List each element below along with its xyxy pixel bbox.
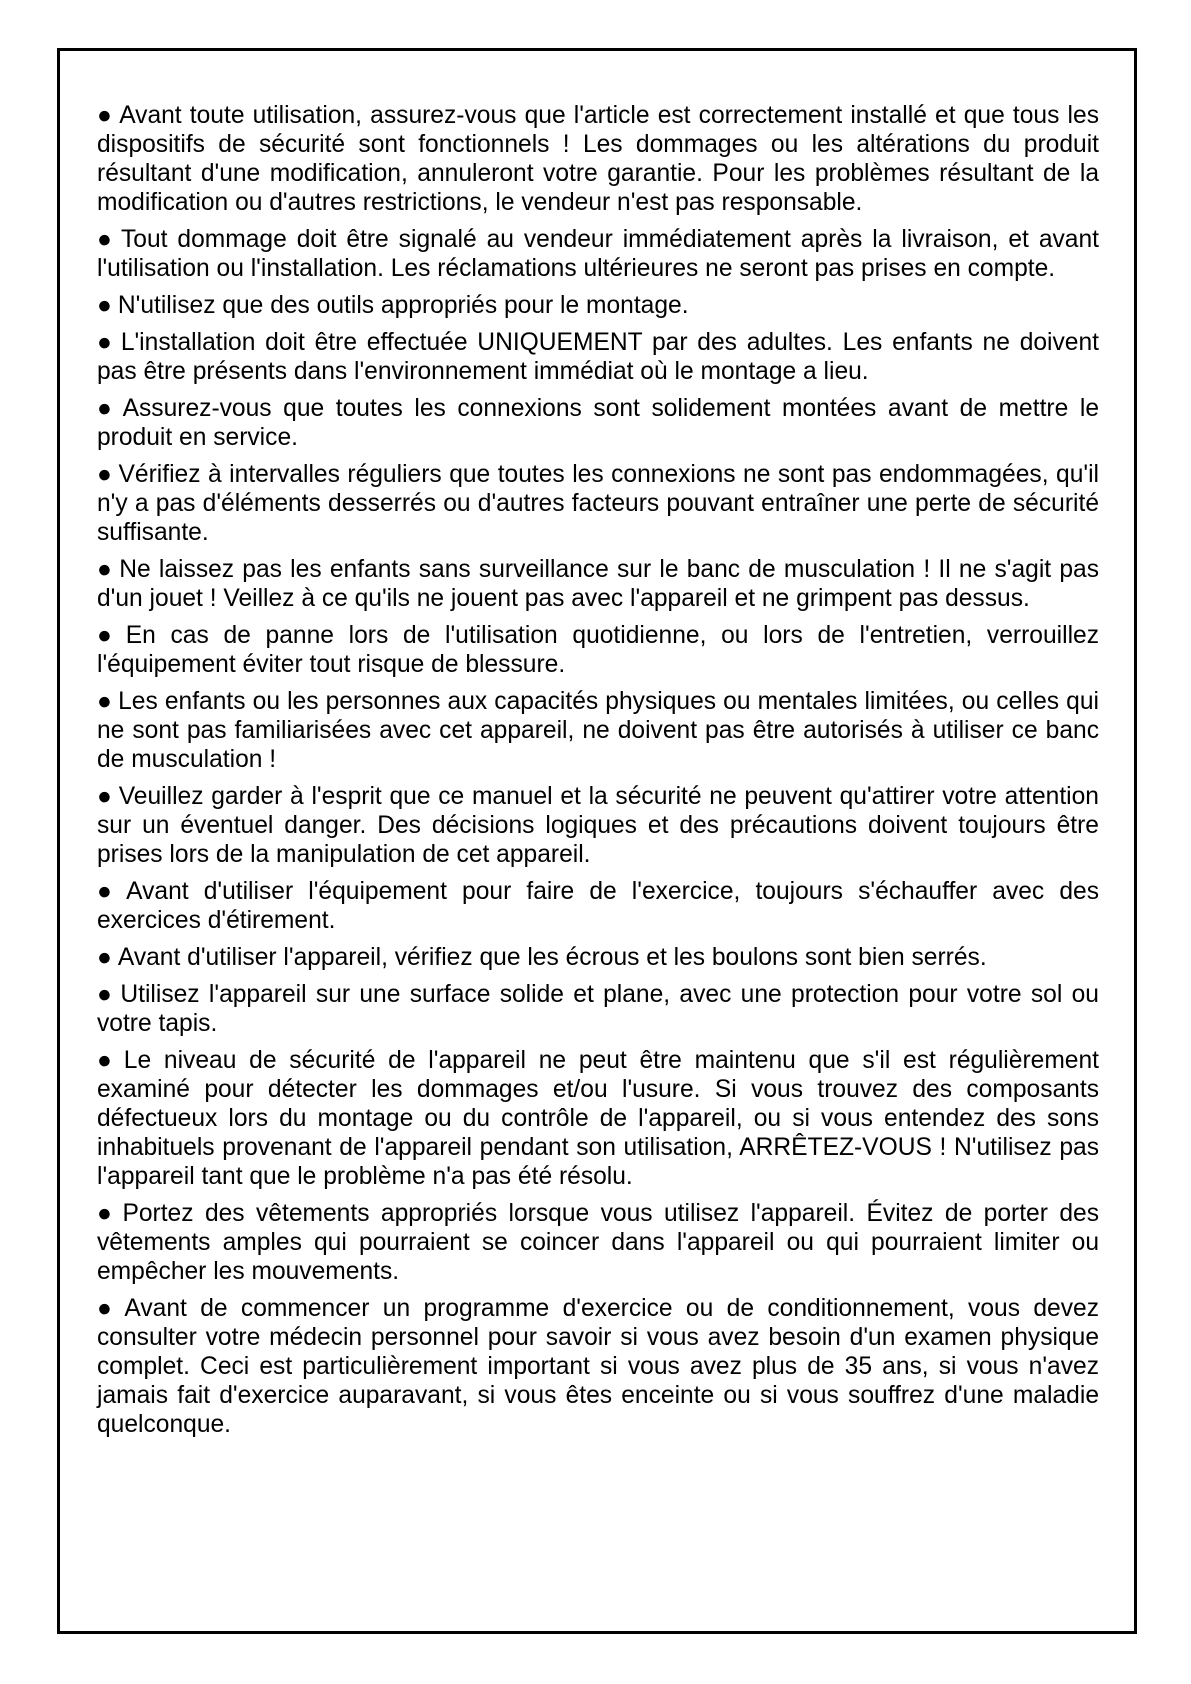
bullet-icon: ● bbox=[97, 226, 115, 253]
safety-instruction bbox=[97, 225, 1099, 283]
instruction-text: Les enfants ou les personnes aux capacités physiques ou mentales limitées, ou celles qui ne sont pas familiarisées avec cet appareil, ne doivent pas être autorisés à utiliser ce banc de musculation ! bbox=[97, 688, 1099, 773]
bullet-icon: ● bbox=[97, 292, 112, 319]
bullet-icon: ● bbox=[97, 878, 121, 905]
bullet-icon: ● bbox=[97, 556, 114, 583]
bullet-icon: ● bbox=[97, 783, 113, 810]
instruction-text: Vérifiez à intervalles réguliers que toutes les connexions ne sont pas endommagées, qu'il n'y a pas d'éléments desserrés ou d'autres facteurs pouvant entraîner une perte de sécurité suffisante. bbox=[97, 461, 1099, 546]
safety-instruction bbox=[97, 782, 1099, 869]
instruction-text: Avant de commencer un programme d'exercice ou de conditionnement, vous devez consulter votre médecin personnel pour savoir si vous avez besoin d'un examen physique complet. Ceci est particulièrement important si vous avez plus de 35 ans, si vous n'avez jamais fait d'exercice auparavant, si vous êtes enceinte ou si vous souffrez d'une maladie quelconque. bbox=[97, 1295, 1099, 1438]
instruction-text: L'installation doit être effectuée UNIQUEMENT par des adultes. Les enfants ne doivent pas être présents dans l'environnement immédiat où le montage a lieu. bbox=[97, 329, 1100, 385]
safety-instruction bbox=[97, 328, 1099, 386]
bullet-icon: ● bbox=[97, 688, 113, 715]
instruction-text: Avant d'utiliser l'équipement pour faire de l'exercice, toujours s'échauffer avec des exercices d'étirement. bbox=[97, 878, 1099, 934]
instruction-text: Le niveau de sécurité de l'appareil ne peut être maintenu que s'il est régulièrement examiné pour détecter les dommages et/ou l'usure. Si vous trouvez des composants défectueux lors du montage ou du contrôle de l'appareil, ou si vous entendez des sons inhabituels provenant de l'appareil pendant son utilisation, ARRÊTEZ-VOUS ! N'utilisez pas l'appareil tant que le problème n'a pas été résolu. bbox=[97, 1047, 1099, 1190]
instruction-text: Ne laissez pas les enfants sans surveillance sur le banc de musculation ! Il ne s'agit pas d'un jouet ! Veillez à ce qu'ils ne jouent pas avec l'appareil et ne grimpent pas dessus. bbox=[97, 556, 1099, 612]
safety-instruction bbox=[97, 980, 1099, 1038]
instruction-text: Utilisez l'appareil sur une surface solide et plane, avec une protection pour votre sol ou votre tapis. bbox=[97, 981, 1099, 1037]
bullet-icon: ● bbox=[97, 329, 115, 356]
safety-instruction bbox=[97, 291, 1099, 320]
safety-instruction bbox=[97, 1199, 1099, 1286]
instruction-text: En cas de panne lors de l'utilisation quotidienne, ou lors de l'entretien, verrouillez l'équipement éviter tout risque de blessure. bbox=[97, 622, 1100, 678]
bullet-icon: ● bbox=[97, 1047, 118, 1074]
instruction-text: Avant d'utiliser l'appareil, vérifiez que les écrous et les boulons sont bien serrés. bbox=[117, 944, 987, 971]
safety-instruction bbox=[97, 394, 1099, 452]
bullet-icon: ● bbox=[97, 395, 117, 422]
instruction-text: Tout dommage doit être signalé au vendeur immédiatement après la livraison, et avant l'utilisation ou l'installation. Les réclamations ultérieures ne seront pas prises en compte. bbox=[97, 226, 1099, 282]
safety-instruction bbox=[97, 1046, 1099, 1191]
bullet-icon: ● bbox=[97, 461, 113, 488]
bullet-icon: ● bbox=[97, 1200, 117, 1227]
instruction-text: N'utilisez que des outils appropriés pour le montage. bbox=[117, 292, 689, 319]
instruction-text: Assurez-vous que toutes les connexions sont solidement montées avant de mettre le produit en service. bbox=[97, 395, 1099, 451]
safety-instruction bbox=[97, 1294, 1099, 1439]
instruction-text: Veuillez garder à l'esprit que ce manuel et la sécurité ne peuvent qu'attirer votre attention sur un éventuel danger. Des décisions logiques et des précautions doivent toujours être prises lors de la manipulation de cet appareil. bbox=[97, 783, 1099, 868]
safety-instruction bbox=[97, 101, 1099, 217]
safety-instruction bbox=[97, 943, 1099, 972]
bullet-icon: ● bbox=[97, 944, 112, 971]
bullet-icon: ● bbox=[97, 622, 120, 649]
safety-instruction bbox=[97, 687, 1099, 774]
bullet-icon: ● bbox=[97, 1295, 119, 1322]
bullet-icon: ● bbox=[97, 981, 115, 1008]
safety-instruction bbox=[97, 877, 1099, 935]
safety-instruction bbox=[97, 460, 1099, 547]
safety-instruction bbox=[97, 555, 1099, 613]
safety-instruction bbox=[97, 621, 1099, 679]
instruction-text: Portez des vêtements appropriés lorsque vous utilisez l'appareil. Évitez de porter des vêtements amples qui pourraient se coincer dans l'appareil ou qui pourraient limiter ou empêcher les mouvements. bbox=[97, 1200, 1099, 1285]
safety-instructions-frame bbox=[57, 48, 1137, 1634]
instruction-text: Avant toute utilisation, assurez-vous que l'article est correctement installé et que tous les dispositifs de sécurité sont fonctionnels ! Les dommages ou les altérations du produit résultant d'une modification, annuleront votre garantie. Pour les problèmes résultant de la modification ou d'autres restrictions, le vendeur n'est pas responsable. bbox=[97, 102, 1099, 216]
bullet-icon: ● bbox=[97, 102, 114, 129]
safety-instructions-list bbox=[97, 101, 1099, 1447]
